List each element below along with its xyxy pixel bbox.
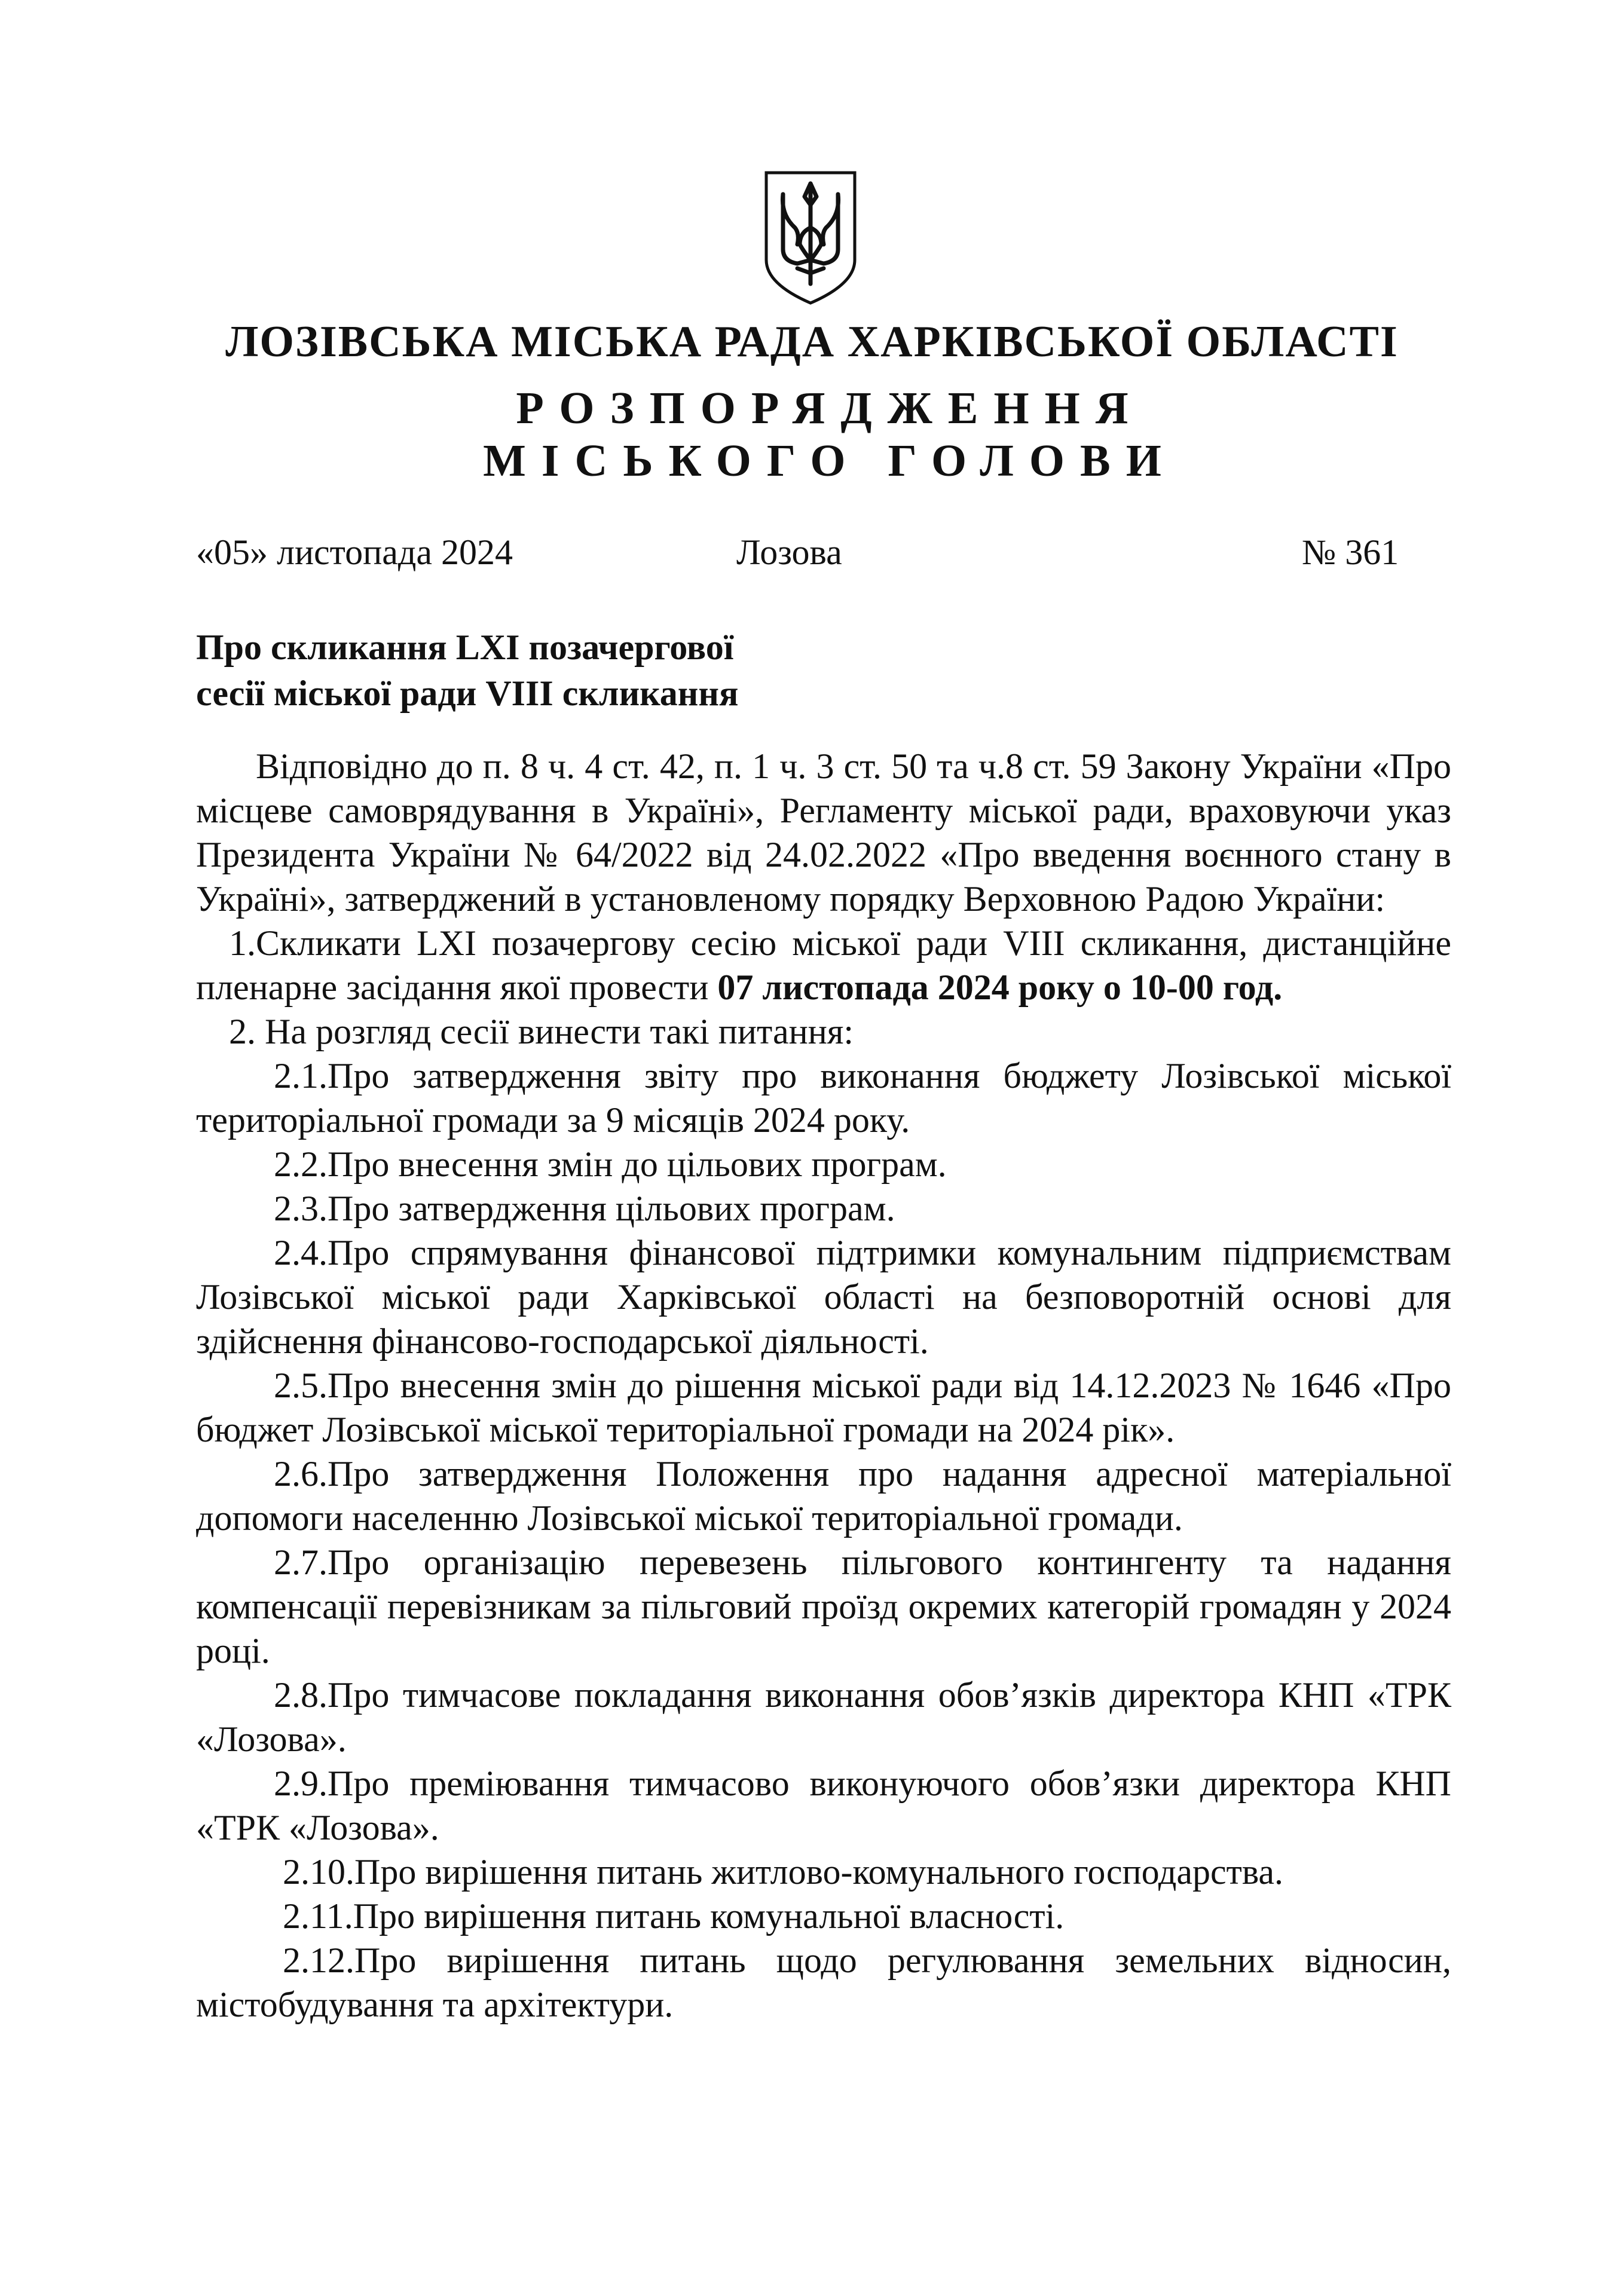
agenda-item-2-8: 2.8.Про тимчасове покладання виконання обов’язків директора КНП «ТРК «Лозова». xyxy=(196,1675,1451,1759)
intro-paragraph: Відповідно до п. 8 ч. 4 ст. 42, п. 1 ч. 3 ст. 50 та ч.8 ст. 59 Закону України «Про місцеве самоврядування в Україні», Регламенту міської ради, враховуючи указ Президента України № 64/2022 від 24.02.2022 «Про введення воєнного стану в Україні», затверджений в установленому порядку Верховною Радою України: xyxy=(196,746,1451,919)
agenda-item-2-4: 2.4.Про спрямування фінансової підтримки комунальним підприємствам Лозівської міської ради Харківської області на безповоротній основі для здійснення фінансово-господарської діяльності. xyxy=(196,1233,1451,1361)
agenda-item-2-9: 2.9.Про преміювання тимчасово виконуючого обов’язки директора КНП «ТРК «Лозова». xyxy=(196,1764,1451,1847)
subject-line-2: сесії міської ради VIII скликання xyxy=(196,674,739,713)
document-issuer: МІСЬКОГО ГОЛОВИ xyxy=(483,436,1177,486)
document-subject xyxy=(196,625,738,717)
coat-of-arms-icon xyxy=(763,170,858,305)
subject-line-1: Про скликання LXI позачергової xyxy=(196,628,734,667)
document-number: № 361 xyxy=(1302,533,1399,572)
item-2-heading: 2. На розгляд сесії винести такі питання: xyxy=(229,1012,854,1051)
agenda-item-2-3: 2.3.Про затвердження цільових програм. xyxy=(274,1189,895,1228)
agenda-item-2-10: 2.10.Про вирішення питань житлово-комунального господарства. xyxy=(283,1852,1284,1892)
item-1-text: 1.Скликати LXI позачергову сесію міської ради VIII скликання, дистанційне пленарне засідання якої провести xyxy=(196,923,1451,1007)
agenda-item-2-6: 2.6.Про затвердження Положення про надання адресної матеріальної допомоги населенню Лозівської міської територіальної громади. xyxy=(196,1454,1451,1538)
item-1-paragraph xyxy=(196,921,1451,1009)
agenda-item-2-7: 2.7.Про організацію перевезень пільгового контингенту та надання компенсації перевізникам за пільговий проїзд окремих категорій громадян у 2024 році. xyxy=(196,1543,1451,1670)
agenda-item-2-11: 2.11.Про вирішення питань комунальної власності. xyxy=(283,1896,1065,1936)
agenda-item-2-5: 2.5.Про внесення змін до рішення міської ради від 14.12.2023 № 1646 «Про бюджет Лозівської міської територіальної громади на 2024 рік». xyxy=(196,1366,1451,1449)
document-type: РОЗПОРЯДЖЕННЯ xyxy=(516,383,1144,433)
agenda-item-2-2: 2.2.Про внесення змін до цільових програм. xyxy=(274,1145,947,1184)
agenda-item-2-12: 2.12.Про вирішення питань щодо регулювання земельних відносин, містобудування та архітектури. xyxy=(196,1941,1451,2024)
item-1-date: 07 листопада 2024 року о 10-00 год. xyxy=(717,968,1283,1007)
council-title: ЛОЗІВСЬКА МІСЬКА РАДА ХАРКІВСЬКОЇ ОБЛАСТІ xyxy=(225,317,1399,366)
document-place: Лозова xyxy=(736,533,842,572)
document-body xyxy=(196,744,1451,2027)
document-date: «05» листопада 2024 xyxy=(196,533,513,572)
agenda-item-2-1: 2.1.Про затвердження звіту про виконання бюджету Лозівської міської територіальної громади за 9 місяців 2024 року. xyxy=(196,1056,1451,1140)
